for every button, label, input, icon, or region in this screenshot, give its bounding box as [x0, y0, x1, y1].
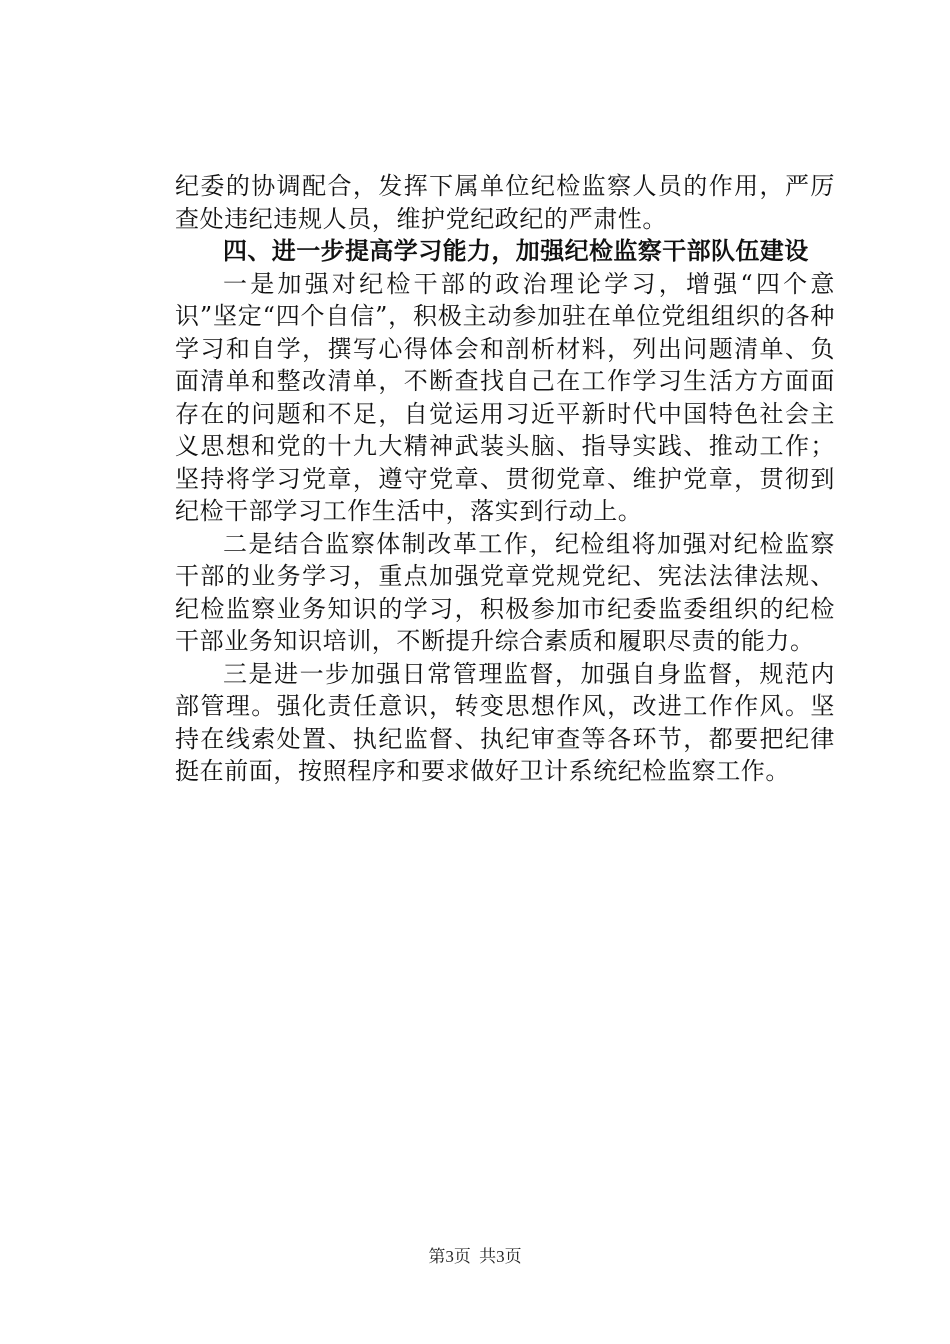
- page-number: 第3页: [428, 1247, 471, 1266]
- page-total: 共3页: [479, 1247, 522, 1266]
- section-heading: 四、进一步提高学习能力，加强纪检监察干部队伍建设: [223, 237, 809, 265]
- page-footer: [0, 1242, 950, 1267]
- paragraph-continuation: 纪委的协调配合，发挥下属单位纪检监察人员的作用，严厉查处违纪违规人员，维护党纪政纪的严肃性。: [175, 172, 835, 233]
- paragraph-political-study: 一是加强对纪检干部的政治理论学习，增强“四个意识”坚定“四个自信”，积极主动参加驻在单位党组组织的各种学习和自学，撰写心得体会和剖析材料，列出问题清单、负面清单和整改清单，不断查找自己在工作学习生活方方面面存在的问题和不足，自觉运用习近平新时代中国特色社会主义思想和党的十九大精神武装头脑、指导实践、推动工作；坚持将学习党章，遵守党章、贯彻党章、维护党章，贯彻到纪检干部学习工作生活中，落实到行动上。: [175, 269, 835, 525]
- paragraph-daily-supervision: 三是进一步加强日常管理监督，加强自身监督，规范内部管理。强化责任意识，转变思想作风，改进工作作风。坚持在线索处置、执纪监督、执纪审查等各环节，都要把纪律挺在前面，按照程序和要求做好卫计系统纪检监察工作。: [175, 659, 835, 785]
- document-body: [175, 170, 835, 788]
- paragraph-business-study: 二是结合监察体制改革工作，纪检组将加强对纪检监察干部的业务学习，重点加强党章党规党纪、宪法法律法规、纪检监察业务知识的学习，积极参加市纪委监委组织的纪检干部业务知识培训，不断提升综合素质和履职尽责的能力。: [175, 529, 835, 655]
